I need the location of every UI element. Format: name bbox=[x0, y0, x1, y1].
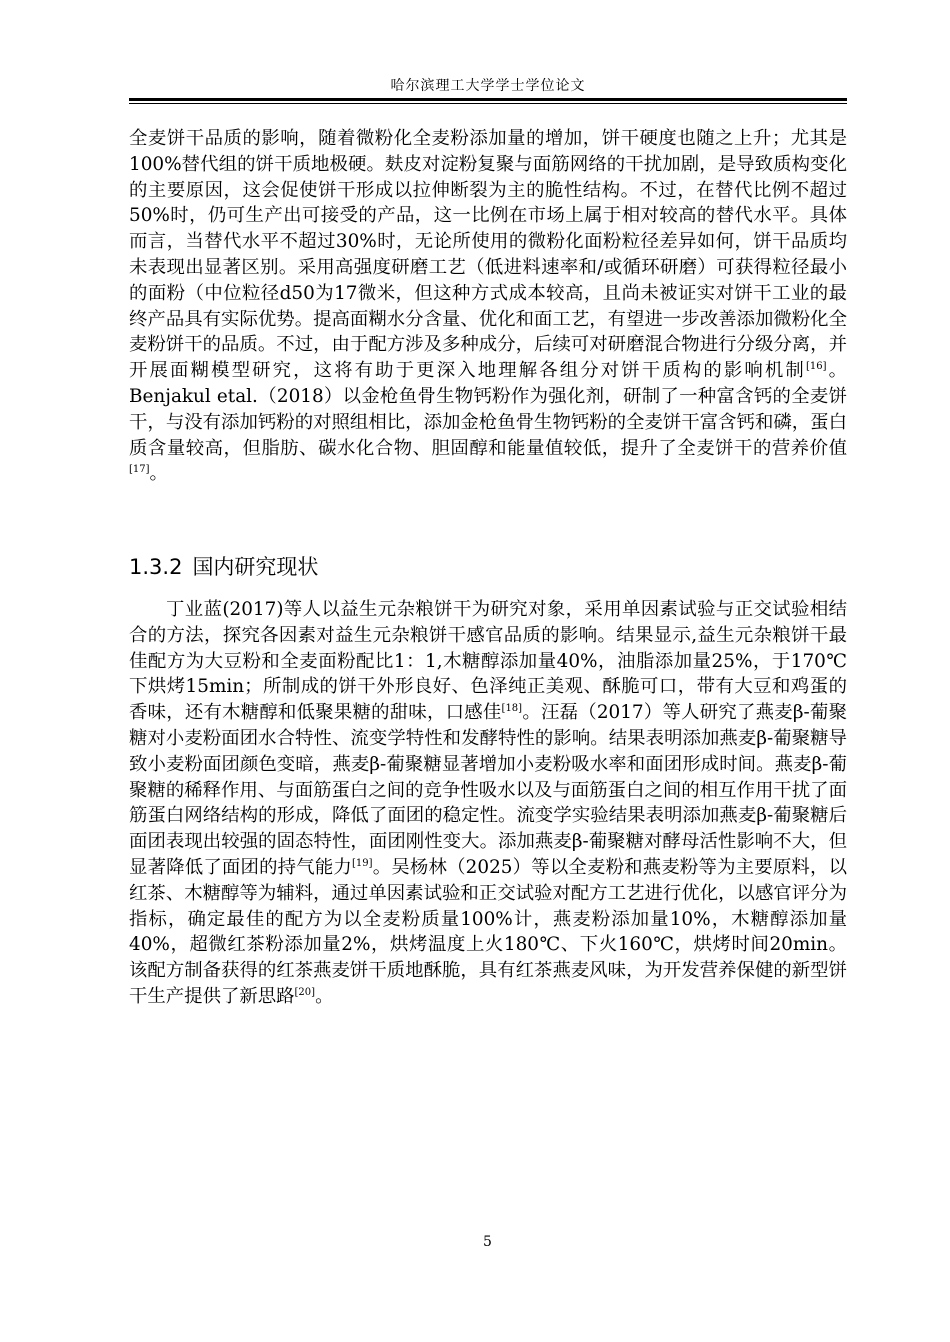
paragraph-text: 丁业蓝(2017)等人以益生元杂粮饼干为研究对象，采用单因素试验与正交试验相结合的方法，探究各因素对益生元杂粮饼干感官品质的影响。结果显示,益生元杂粮饼干最佳配方为大豆粉和全麦面粉配比1：1,木糖醇添加量40%，油脂添加量25%，于170℃下烘烤15min；所制成的饼干外形良好、色泽纯正美观、酥脆可口，带有大豆和鸡蛋的香味，还有木糖醇和低聚果糖的甜味，口感佳 bbox=[129, 599, 847, 724]
paragraph-text: 。 bbox=[315, 985, 334, 1007]
citation-ref: [20] bbox=[294, 986, 316, 998]
body-paragraph-2 bbox=[129, 597, 847, 1010]
citation-ref: [19] bbox=[352, 857, 373, 869]
paragraph-text: 。Benjakul etal.（2018）以金枪鱼骨生物钙粉作为强化剂，研制了一种富含钙的全麦饼干，与没有添加钙粉的对照组相比，添加金枪鱼骨生物钙粉的全麦饼干富含钙和磷，蛋白质含量较高，但脂肪、碳水化合物、胆固醇和能量值较低，提升了全麦饼干的营养价值 bbox=[129, 360, 847, 459]
page-number: 5 bbox=[483, 1234, 492, 1250]
paragraph-text: 全麦饼干品质的影响，随着微粉化全麦粉添加量的增加，饼干硬度也随之上升；尤其是100%替代组的饼干质地极硬。麸皮对淀粉复聚与面筋网络的干扰加剧，是导致质构变化的主要原因，这会促使饼干形成以拉伸断裂为主的脆性结构。不过，在替代比例不超过50%时，仍可生产出可接受的产品，这一比例在市场上属于相对较高的替代水平。具体而言，当替代水平不超过30%时，无论所使用的微粉化面粉粒径差异如何，饼干品质均未表现出显著区别。采用高强度研磨工艺（低进料速率和/或循环研磨）可获得粒径最小的面粉（中位粒径d50为17微米，但这种方式成本较高，且尚未被证实对饼干工业的最终产品具有实际优势。提高面糊水分含量、优化和面工艺，有望进一步改善添加微粉化全麦粉饼干的品质。不过，由于配方涉及多种成分，后续可对研磨混合物进行分级分离，并开展面糊模型研究，这将有助于更深入地理解各组分对饼干质构的影响机制 bbox=[129, 128, 847, 382]
section-title: 国内研究现状 bbox=[192, 555, 319, 579]
citation-ref: [17] bbox=[129, 464, 150, 476]
paragraph-text: 。 bbox=[149, 463, 168, 485]
header-rule-thin bbox=[129, 103, 847, 104]
citation-ref: [16] bbox=[805, 361, 827, 373]
paragraph-text: 。汪磊（2017）等人研究了燕麦β-葡聚糖对小麦粉面团水合特性、流变学特性和发酵特性的影响。结果表明添加燕麦β-葡聚糖导致小麦粉面团颜色变暗，燕麦β-葡聚糖显著增加小麦粉吸水率和面团形成时间。燕麦β-葡聚糖的稀释作用、与面筋蛋白之间的竞争性吸水以及与面筋蛋白之间的相互作用干扰了面筋蛋白网络结构的形成，降低了面团的稳定性。流变学实验结果表明添加燕麦β-葡聚糖后面团表现出较强的固态特性，面团刚性变大。添加燕麦β-葡聚糖对酵母活性影响不大，但显著降低了面团的持气能力 bbox=[129, 702, 847, 878]
body-paragraph-1 bbox=[129, 126, 847, 487]
header-rule-thick bbox=[129, 98, 847, 101]
section-heading bbox=[129, 553, 318, 581]
citation-ref: [18] bbox=[501, 703, 523, 715]
paragraph-text: 。吴杨林（2025）等以全麦粉和燕麦粉等为主要原料，以红茶、木糖醇等为辅料，通过单因素试验和正交试验对配方工艺进行优化，以感官评分为指标，确定最佳的配方为以全麦粉质量100%计，燕麦粉添加量10%，木糖醇添加量40%，超微红茶粉添加量2%，烘烤温度上火180℃、下火160℃，烘烤时间20min。该配方制备获得的红茶燕麦饼干质地酥脆，具有红茶燕麦风味，为开发营养保健的新型饼干生产提供了新思路 bbox=[129, 856, 847, 1007]
page-header-title: 哈尔滨理工大学学士学位论文 bbox=[390, 78, 586, 94]
section-number: 1.3.2 bbox=[129, 555, 183, 579]
